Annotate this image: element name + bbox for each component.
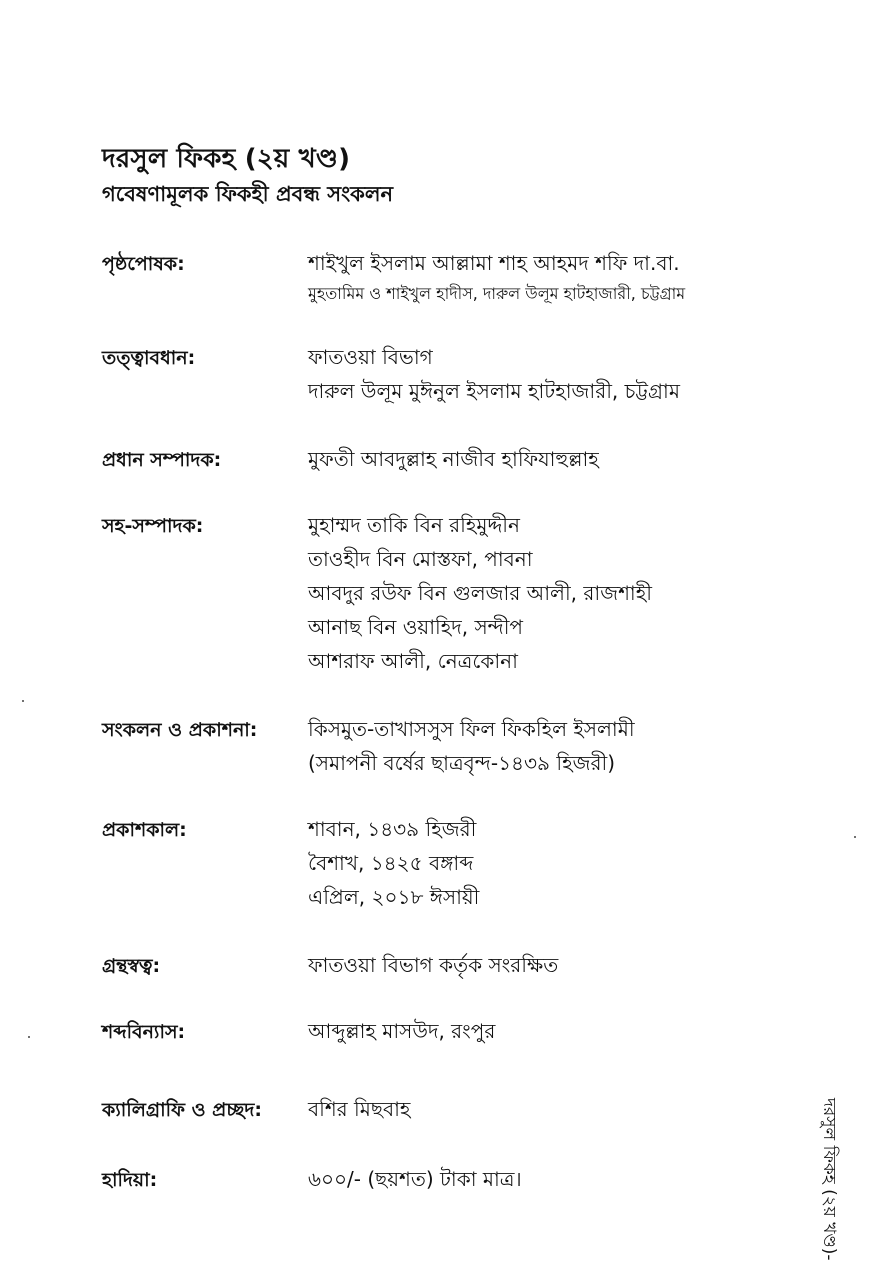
entry-values [308,1014,495,1048]
scan-speck [854,836,856,838]
entry-label: প্রধান সম্পাদক: [102,449,222,471]
entry-value: ফাতওয়া বিভাগ [308,345,433,369]
entry-label: পৃষ্ঠপোষক: [102,253,185,275]
book-title: দরসুল ফিকহ (২য় খণ্ড) [102,144,351,174]
entry-values [308,246,685,308]
entry-value: দারুল উলূম মুঈনুল ইসলাম হাটহাজারী, চট্টগ্রাম [308,379,680,403]
entry-label: শব্দবিন্যাস: [102,1021,186,1043]
entry-label: হাদিয়া: [102,1169,158,1191]
entry-value: আশরাফ আলী, নেত্রকোনা [308,649,518,673]
entry-value: আনাছ বিন ওয়াহিদ, সন্দীপ [308,615,524,639]
entry-value: আব্দুল্লাহ মাসউদ, রংপুর [308,1019,496,1043]
entry-label: সংকলন ও প্রকাশনা: [102,719,258,741]
entry-value: মুহাম্মদ তাকি বিন রহিমুদ্দীন [308,513,520,537]
entry-value: শাইখুল ইসলাম আল্লামা শাহ আহমদ শফি দা.বা. [308,251,680,275]
entry-value: আবদুর রউফ বিন গুলজার আলী, রাজশাহী [308,581,652,605]
entry-value: (সমাপনী বর্ষের ছাত্রবৃন্দ-১৪৩৯ হিজরী) [308,751,616,775]
entry-values [308,340,680,408]
spine-label [812,1098,842,1266]
entry-values [308,948,558,982]
entry-value-small: মুহতামিম ও শাইখুল হাদীস, দারুল উলূম হাটহাজারী, চট্টগ্রাম [308,284,686,303]
entry-value: মুফতী আবদুল্লাহ নাজীব হাফিযাহুল্লাহ [308,447,599,471]
book-subtitle: গবেষণামূলক ফিকহী প্রবন্ধ সংকলন [102,182,394,206]
entry-value: তাওহীদ বিন মোস্তফা, পাবনা [308,547,533,571]
entry-values [308,1092,410,1126]
entry-label: ক্যালিগ্রাফি ও প্রচ্ছদ: [102,1099,262,1121]
entry-value: বৈশাখ, ১৪২৫ বঙ্গাব্দ [308,851,474,875]
entry-label: তত্ত্বাবধান: [102,347,196,369]
entry-values [308,508,652,678]
entry-values [308,712,635,780]
entry-label: গ্রন্থস্বত্ব: [102,955,161,977]
spine-text: দরসুল ফিকহ (২য় খণ্ড)- [819,1098,839,1261]
entry-value: ফাতওয়া বিভাগ কর্তৃক সংরক্ষিত [308,953,559,977]
entry-value: শাবান, ১৪৩৯ হিজরী [308,817,477,841]
entry-values [308,812,479,914]
entry-value: এপ্রিল, ২০১৮ ঈসায়ী [308,885,480,909]
entry-value: ৬০০/- (ছয়শত) টাকা মাত্র। [308,1167,522,1191]
entry-label: সহ-সম্পাদক: [102,515,204,537]
entry-values [308,1162,522,1196]
entry-value: কিসমুত-তাখাসসুস ফিল ফিকহিল ইসলামী [308,717,635,741]
entry-label: প্রকাশকাল: [102,819,187,841]
entry-value: বশির মিছবাহ [308,1097,411,1121]
entry-values [308,442,599,476]
scan-speck [28,1036,30,1038]
scan-speck [22,700,24,702]
